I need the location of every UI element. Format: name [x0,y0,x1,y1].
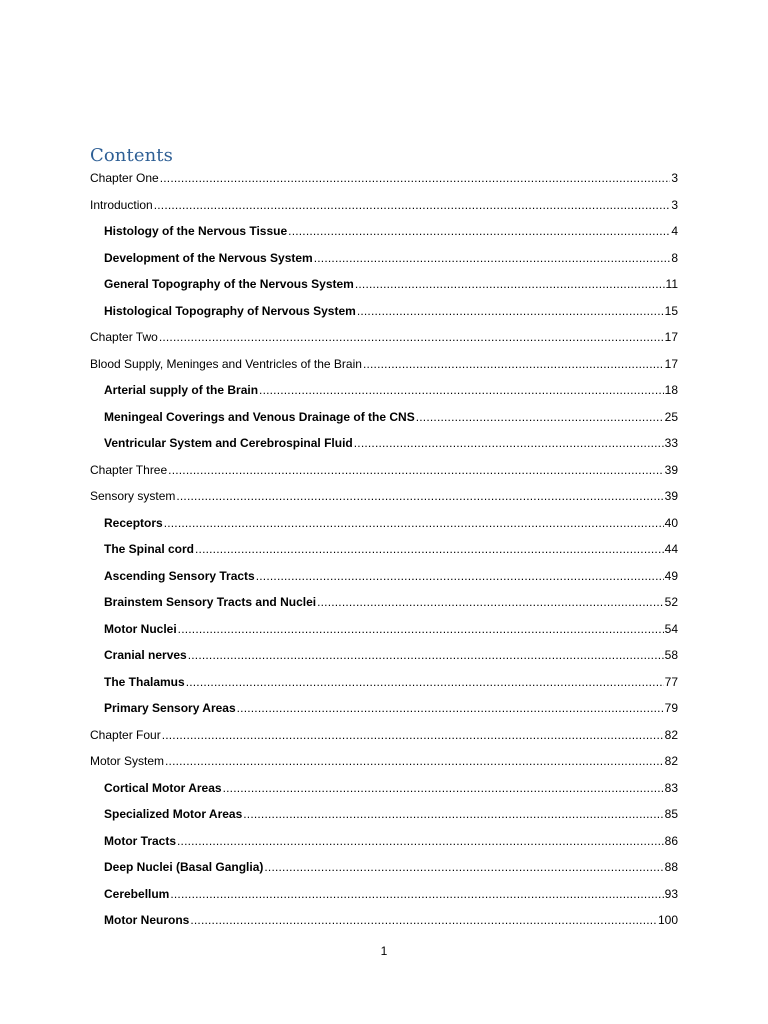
toc-entry-label: Development of the Nervous System [104,250,313,265]
toc-entry-chapter[interactable] [90,324,678,351]
toc-dot-leader [416,404,664,431]
toc-entry-page-number: 3 [671,197,678,212]
toc-entry-label: Motor Neurons [104,913,190,927]
toc-entry-section[interactable] [90,563,678,590]
toc-entry-label: Histological Topography of Nervous System [104,303,356,318]
toc-entry-section[interactable] [90,907,678,934]
toc-dot-leader [288,218,670,245]
toc-entry-section[interactable] [90,616,678,643]
toc-dot-leader [159,324,664,351]
toc-entry-label: Chapter Two [90,330,158,344]
toc-dot-leader [160,165,671,192]
toc-entry-section[interactable] [90,642,678,669]
toc-entry-section[interactable] [90,828,678,855]
toc-entry-page-number: 33 [664,436,678,450]
toc-entry-page-number: 82 [664,754,678,768]
toc-entry-page-number: 39 [664,462,678,477]
toc-entry-label: Cortical Motor Areas [104,780,222,795]
toc-entry-page-number: 17 [664,356,678,371]
toc-dot-leader [256,563,664,590]
toc-entry-chapter[interactable] [90,483,678,510]
toc-entry-page-number: 40 [664,515,678,530]
toc-entry-label: Brainstem Sensory Tracts and Nuclei [104,595,317,609]
toc-entry-page-number: 3 [671,171,678,185]
toc-entry-label: General Topography of the Nervous System [104,277,354,291]
toc-dot-leader [162,722,664,749]
toc-dot-leader [357,298,664,325]
toc-entry-label: Motor Nuclei [104,621,177,636]
toc-heading: Contents [90,145,173,166]
toc-entry-chapter[interactable] [90,192,678,219]
toc-dot-leader [363,351,664,378]
toc-dot-leader [195,536,664,563]
toc-entry-page-number: 4 [671,224,678,238]
table-of-contents [90,165,678,934]
toc-dot-leader [243,801,663,828]
toc-entry-chapter[interactable] [90,722,678,749]
toc-entry-label: The Spinal cord [104,542,195,556]
toc-entry-page-number: 93 [664,886,678,901]
toc-dot-leader [188,642,664,669]
toc-dot-leader [177,828,664,855]
toc-entry-page-number: 15 [664,303,678,318]
toc-entry-page-number: 100 [657,913,678,927]
toc-entry-page-number: 8 [671,250,678,265]
toc-entry-page-number: 86 [664,833,678,848]
toc-entry-section[interactable] [90,775,678,802]
toc-dot-leader [259,377,664,404]
toc-entry-section[interactable] [90,695,678,722]
toc-entry-label: Deep Nuclei (Basal Ganglia) [104,860,264,874]
toc-entry-page-number: 11 [665,277,678,291]
toc-entry-label: Cerebellum [104,886,170,901]
toc-dot-leader [164,510,664,537]
toc-entry-chapter[interactable] [90,165,678,192]
toc-dot-leader [176,483,663,510]
toc-entry-label: Chapter One [90,171,159,185]
toc-dot-leader [186,669,664,696]
toc-entry-page-number: 49 [664,568,678,583]
toc-dot-leader [317,589,664,616]
toc-entry-page-number: 44 [664,542,678,556]
toc-entry-section[interactable] [90,589,678,616]
toc-dot-leader [314,245,671,272]
toc-entry-section[interactable] [90,377,678,404]
toc-entry-label: Cranial nerves [104,648,187,662]
toc-entry-label: Motor System [90,754,165,768]
toc-dot-leader [154,192,671,219]
toc-entry-page-number: 58 [664,648,678,662]
toc-dot-leader [170,881,663,908]
toc-entry-page-number: 17 [664,330,678,344]
toc-entry-section[interactable] [90,801,678,828]
toc-entry-label: Specialized Motor Areas [104,807,243,821]
toc-dot-leader [355,271,665,298]
toc-entry-page-number: 54 [664,621,678,636]
toc-entry-label: Motor Tracts [104,833,177,848]
toc-dot-leader [190,907,657,934]
toc-dot-leader [264,854,663,881]
toc-dot-leader [223,775,664,802]
toc-entry-label: Chapter Three [90,462,168,477]
toc-entry-page-number: 83 [664,780,678,795]
toc-entry-page-number: 77 [664,674,678,689]
toc-entry-label: Histology of the Nervous Tissue [104,224,288,238]
toc-entry-label: Arterial supply of the Brain [104,383,259,397]
toc-entry-section[interactable] [90,510,678,537]
toc-entry-section[interactable] [90,669,678,696]
toc-entry-section[interactable] [90,881,678,908]
toc-entry-label: Ascending Sensory Tracts [104,568,255,583]
toc-entry-section[interactable] [90,854,678,881]
toc-dot-leader [168,457,663,484]
toc-entry-label: Introduction [90,197,153,212]
toc-entry-label: Meningeal Coverings and Venous Drainage of the CNS [104,409,415,424]
toc-entry-label: Sensory system [90,489,176,503]
toc-entry-chapter[interactable] [90,748,678,775]
toc-entry-label: The Thalamus [104,674,185,689]
toc-entry-section[interactable] [90,271,678,298]
toc-entry-section[interactable] [90,430,678,457]
toc-entry-chapter[interactable] [90,457,678,484]
toc-dot-leader [178,616,664,643]
toc-entry-page-number: 79 [664,701,678,715]
toc-dot-leader [165,748,664,775]
toc-entry-section[interactable] [90,298,678,325]
toc-entry-label: Blood Supply, Meninges and Ventricles of the Brain [90,356,362,371]
toc-entry-page-number: 25 [664,409,678,424]
toc-entry-page-number: 88 [664,860,678,874]
page-number-footer: 1 [380,944,388,958]
toc-entry-page-number: 39 [664,489,678,503]
toc-entry-chapter[interactable] [90,351,678,378]
toc-entry-label: Receptors [104,515,163,530]
toc-entry-label: Primary Sensory Areas [104,701,236,715]
toc-entry-label: Ventricular System and Cerebrospinal Fluid [104,436,353,450]
toc-entry-page-number: 85 [664,807,678,821]
toc-dot-leader [354,430,664,457]
toc-entry-page-number: 52 [664,595,678,609]
toc-entry-label: Chapter Four [90,727,161,742]
toc-entry-section[interactable] [90,404,678,431]
toc-entry-section[interactable] [90,245,678,272]
toc-entry-section[interactable] [90,218,678,245]
toc-entry-page-number: 18 [664,383,678,397]
toc-entry-section[interactable] [90,536,678,563]
toc-dot-leader [237,695,664,722]
toc-entry-page-number: 82 [664,727,678,742]
